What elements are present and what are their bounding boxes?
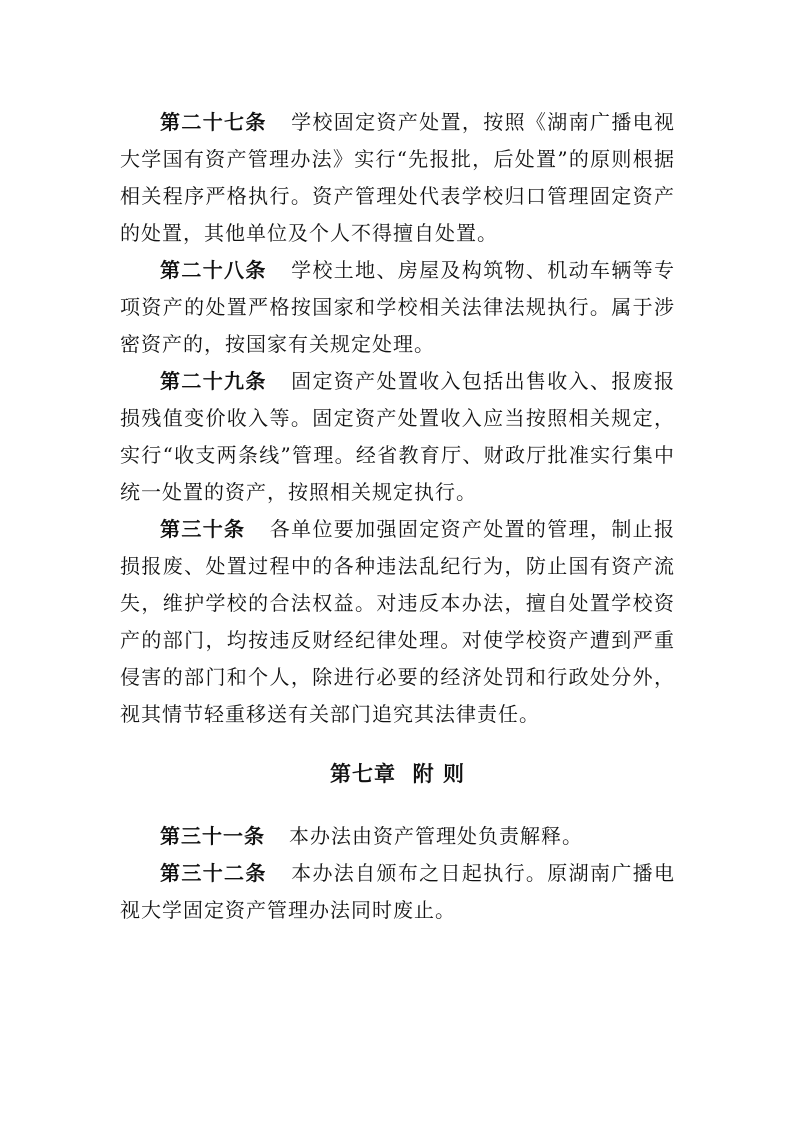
article-label: 第二十七条 bbox=[160, 110, 267, 134]
article-28 bbox=[120, 252, 675, 363]
article-label: 第二十九条 bbox=[160, 369, 267, 393]
article-label: 第二十八条 bbox=[160, 258, 267, 282]
article-text: 本办法由资产管理处负责解释。 bbox=[289, 824, 583, 848]
article-text: 固定资产处置收入包括出售收入、报废报损残值变价收入等。固定资产处置收入应当按照相关规定，实行“收支两条线”管理。经省教育厅、财政厅批准实行集中统一处置的资产，按照相关规定执行。 bbox=[120, 369, 676, 504]
article-text: 学校固定资产处置，按照《湖南广播电视大学国有资产管理办法》实行“先报批，后处置”的原则根据相关程序严格执行。资产管理处代表学校归口管理固定资产的处置，其他单位及个人不得擅自处置。 bbox=[120, 110, 676, 245]
article-27 bbox=[120, 104, 675, 252]
article-label: 第三十一条 bbox=[160, 824, 265, 848]
chapter-heading: 第七章 附 则 bbox=[330, 762, 465, 786]
article-text: 学校土地、房屋及构筑物、机动车辆等专项资产的处置严格按国家和学校相关法律法规执行。属于涉密资产的，按国家有关规定处理。 bbox=[120, 258, 676, 356]
article-label: 第三十条 bbox=[160, 517, 246, 541]
article-text: 各单位要加强固定资产处置的管理，制止报损报废、处置过程中的各种违法乱纪行为，防止国有资产流失，维护学校的合法权益。对违反本办法，擅自处置学校资产的部门，均按违反财经纪律处理。对使学校资产遭到严重侵害的部门和个人，除进行必要的经济处罚和行政处分外，视其情节轻重移送有关部门追究其法律责任。 bbox=[120, 517, 676, 726]
article-31 bbox=[120, 818, 675, 855]
article-label: 第三十二条 bbox=[160, 861, 267, 885]
article-29 bbox=[120, 363, 675, 511]
article-32 bbox=[120, 855, 675, 929]
document-page bbox=[120, 104, 675, 929]
article-30 bbox=[120, 511, 675, 733]
article-text: 本办法自颁布之日起执行。原湖南广播电视大学固定资产管理办法同时废止。 bbox=[120, 861, 676, 922]
